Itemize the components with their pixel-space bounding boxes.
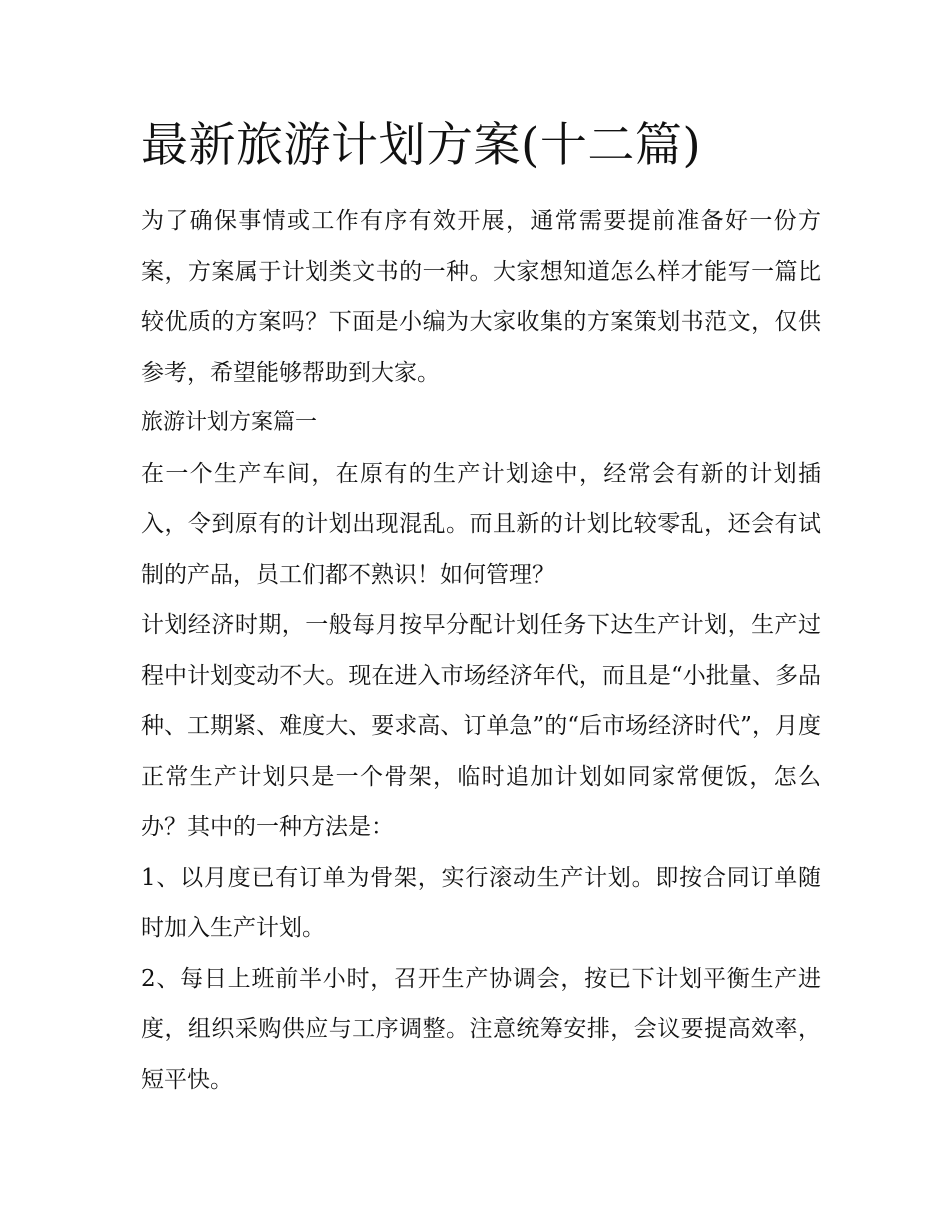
document-title: 最新旅游计划方案(十二篇) (141, 118, 702, 173)
body-paragraph-1: 在一个生产车间，在原有的生产计划途中，经常会有新的计划插入，令到原有的计划出现混乱。而且新的计划比较零乱，还会有试制的产品，员工们都不熟识！如何管理？ (141, 460, 821, 588)
intro-paragraph: 为了确保事情或工作有序有效开展，通常需要提前准备好一份方案，方案属于计划类文书的一种。大家想知道怎么样才能写一篇比较优质的方案吗？下面是小编为大家收集的方案策划书范文，仅供参考，希望能够帮助到大家。 (141, 208, 821, 386)
section-heading: 旅游计划方案篇一 (141, 410, 318, 435)
body-paragraph-2: 计划经济时期，一般每月按早分配计划任务下达生产计划，生产过程中计划变动不大。现在进入市场经济年代，而且是“小批量、多品种、工期紧、难度大、要求高、订单急”的“后市场经济时代”，月度正常生产计划只是一个骨架，临时追加计划如同家常便饭，怎么办？其中的一种方法是： (141, 612, 821, 840)
list-item-1: 1、以月度已有订单为骨架，实行滚动生产计划。即按合同订单随时加入生产计划。 (141, 864, 821, 941)
list-item-2: 2、每日上班前半小时，召开生产协调会，按已下计划平衡生产进度，组织采购供应与工序调整。注意统筹安排，会议要提高效率，短平快。 (141, 965, 821, 1093)
document-page (141, 108, 821, 1105)
